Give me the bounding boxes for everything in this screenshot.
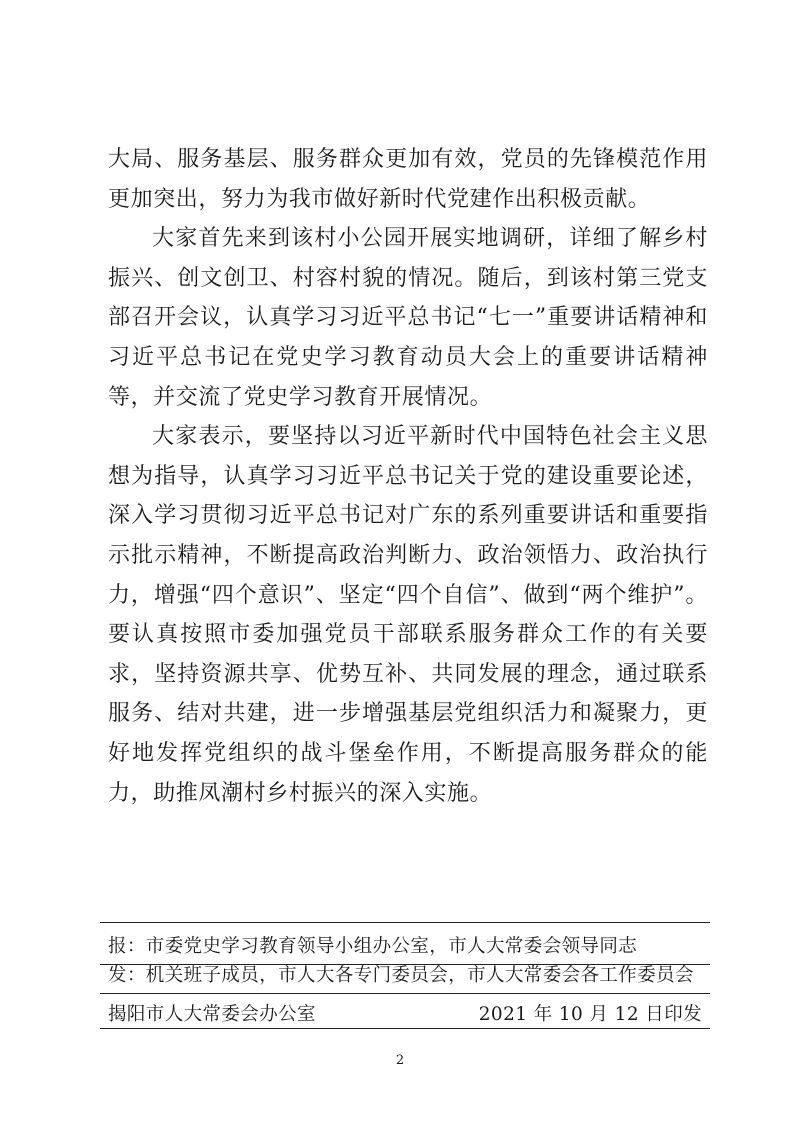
distribution-bottom-rule: [100, 1028, 710, 1029]
body-text: [108, 140, 708, 813]
distribution-top-rule: [100, 922, 710, 923]
paragraph-field-research: 大家首先来到该村小公园开展实地调研，详细了解乡村振兴、创文创卫、村容村貌的情况。随后，到该村第三党支部召开会议，认真学习习近平总书记“七一”重要讲话精神和习近平总书记在党史学习教育动员大会上的重要讲话精神等，并交流了党史学习教育开展情况。: [108, 226, 708, 410]
issuer-name: 揭阳市人大常委会办公室: [108, 1004, 316, 1025]
report-to-line: 报：市委党史学习教育领导小组办公室，市人大常委会领导同志: [108, 936, 638, 957]
issue-date: 2021 年 10 月 12 日印发: [478, 1004, 702, 1025]
distribution-lower-rule: [100, 993, 710, 994]
page-number: 2: [395, 1053, 405, 1068]
send-to-line: 发：机关班子成员，市人大各专门委员会，市人大常委会各工作委员会: [108, 965, 694, 986]
paragraph-commitments: 大家表示，要坚持以习近平新时代中国特色社会主义思想为指导，认真学习习近平总书记关于党的建设重要论述，深入学习贯彻习近平总书记对广东的系列重要讲话和重要指示批示精神，不断提高政治判断力、政治领悟力、政治执行力，增强“四个意识”、坚定“四个自信”、做到“两个维护”。要认真按照市委加强党员干部联系服务群众工作的有关要求，坚持资源共享、优势互补、共同发展的理念，通过联系服务、结对共建，进一步增强基层党组织活力和凝聚力，更好地发挥党组织的战斗堡垒作用，不断提高服务群众的能力，助推凤潮村乡村振兴的深入实施。: [108, 424, 708, 806]
paragraph-continuation: 大局、服务基层、服务群众更加有效，党员的先锋模范作用更加突出，努力为我市做好新时代党建作出积极贡献。: [108, 147, 708, 212]
